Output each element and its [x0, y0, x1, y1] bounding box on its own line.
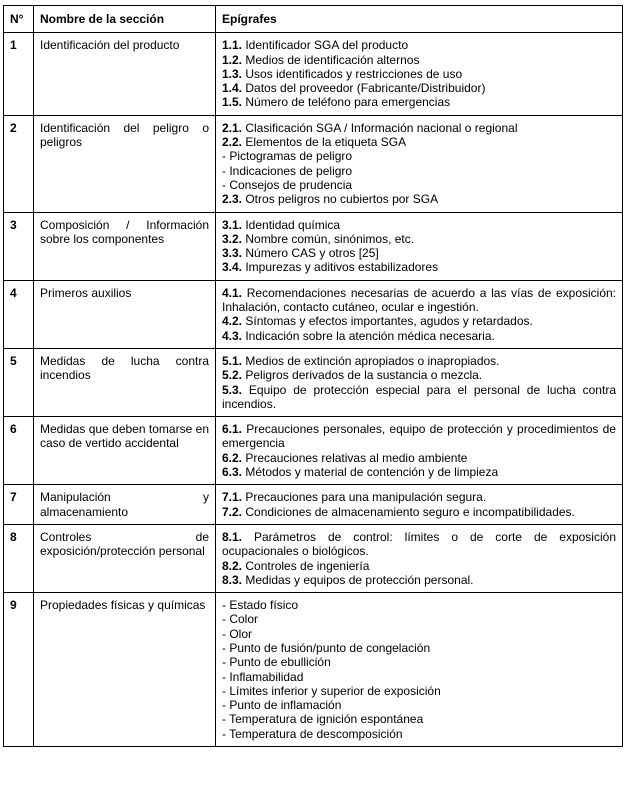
epigrafe-code: 7.2. [222, 504, 243, 519]
epigrafe-code: 1.3. [222, 66, 243, 81]
header-row [4, 6, 623, 33]
epigrafe-line [222, 698, 616, 712]
epigrafe-text: Identificador SGA del producto [242, 38, 409, 53]
section-number: 2 [4, 115, 34, 212]
section-number: 5 [4, 348, 34, 416]
section-number: 1 [4, 33, 34, 115]
epigrafe-code: 2.3. [222, 192, 243, 207]
table-row [4, 33, 623, 115]
header-number: N° [4, 6, 34, 33]
epigrafe-line [222, 135, 616, 149]
epigrafe-line [222, 38, 616, 52]
epigrafe-text: - Temperatura de ignición espontánea [222, 712, 424, 727]
epigrafe-text: Indicación sobre la atención médica necesaria. [242, 328, 495, 343]
epigrafe-line [222, 598, 616, 612]
epigrafe-text: Usos identificados y restricciones de uso [242, 66, 463, 81]
epigrafe-text: Parámetros de control: límites o de corte de exposición ocupacionales o biológicos. [222, 529, 616, 559]
epigrafe-text: Número de teléfono para emergencias [242, 95, 451, 110]
section-number: 4 [4, 280, 34, 348]
epigrafe-text: Recomendaciones necesarias de acuerdo a las vías de exposición: Inhalación, contacto cutáneo, ocular e ingestión. [222, 285, 616, 315]
epigrafe-line [222, 641, 616, 655]
epigrafe-line [222, 314, 616, 328]
epigrafe-line [222, 712, 616, 726]
epigrafe-text: Precauciones personales, equipo de protección y procedimientos de emergencia [222, 422, 616, 451]
epigrafe-line [222, 53, 616, 67]
epigrafe-text: - Consejos de prudencia [222, 177, 353, 192]
table-row [4, 212, 623, 280]
epigrafe-text: Identidad química [242, 217, 341, 232]
section-epigrafes [216, 485, 623, 525]
epigrafe-text: - Estado físico [222, 598, 299, 613]
table-row [4, 280, 623, 348]
section-number: 7 [4, 485, 34, 525]
epigrafe-line [222, 655, 616, 669]
epigrafe-line [222, 451, 616, 465]
epigrafe-line [222, 559, 616, 573]
epigrafe-line [222, 670, 616, 684]
epigrafe-text: - Punto de fusión/punto de congelación [222, 640, 431, 655]
header-section-name: Nombre de la sección [34, 6, 216, 33]
section-number: 9 [4, 593, 34, 747]
table-body [4, 33, 623, 747]
epigrafe-text: - Color [222, 612, 259, 627]
epigrafe-text: Número CAS y otros [25] [242, 246, 379, 261]
epigrafe-code: 6.3. [222, 465, 243, 480]
table-row [4, 485, 623, 525]
epigrafe-line [222, 727, 616, 741]
section-name: Propiedades físicas y químicas [34, 593, 216, 747]
epigrafe-text: Clasificación SGA / Información nacional o regional [242, 120, 518, 135]
epigrafe-text: - Pictogramas de peligro [222, 149, 353, 164]
epigrafe-code: 1.1. [222, 38, 243, 53]
section-epigrafes [216, 115, 623, 212]
section-name: Medidas de lucha contra incendios [34, 348, 216, 416]
epigrafe-text: Síntomas y efectos importantes, agudos y retardados. [242, 314, 533, 329]
epigrafe-line [222, 422, 616, 451]
epigrafe-text: Otros peligros no cubiertos por SGA [242, 192, 439, 207]
epigrafe-text: - Límites inferior y superior de exposición [222, 683, 441, 698]
epigrafe-code: 3.3. [222, 246, 243, 261]
epigrafe-code: 4.2. [222, 314, 243, 329]
epigrafe-text: Equipo de protección especial para el personal de lucha contra incendios. [222, 382, 616, 411]
epigrafe-line [222, 383, 616, 412]
epigrafe-line [222, 627, 616, 641]
section-name: Primeros auxilios [34, 280, 216, 348]
table-row [4, 593, 623, 747]
table-row [4, 524, 623, 592]
epigrafe-line [222, 192, 616, 206]
epigrafe-text: - Olor [222, 626, 252, 641]
epigrafe-code: 6.1. [222, 422, 243, 437]
epigrafe-line [222, 149, 616, 163]
epigrafe-line [222, 95, 616, 109]
section-name: Composición / Información sobre los componentes [34, 212, 216, 280]
epigrafe-text: Condiciones de almacenamiento seguro e incompatibilidades. [242, 504, 575, 519]
epigrafe-text: - Indicaciones de peligro [222, 163, 353, 178]
table-row [4, 115, 623, 212]
epigrafe-line [222, 505, 616, 519]
section-number: 3 [4, 212, 34, 280]
epigrafe-line [222, 573, 616, 587]
section-epigrafes [216, 593, 623, 747]
epigrafe-text: Precauciones para una manipulación segura. [242, 490, 487, 505]
epigrafe-code: 2.2. [222, 135, 243, 150]
epigrafe-line [222, 67, 616, 81]
epigrafe-line [222, 684, 616, 698]
epigrafe-line [222, 232, 616, 246]
section-name: Identificación del producto [34, 33, 216, 115]
epigrafe-line [222, 329, 616, 343]
epigrafe-code: 8.3. [222, 572, 243, 587]
epigrafe-code: 5.2. [222, 368, 243, 383]
epigrafe-line [222, 354, 616, 368]
epigrafe-line [222, 260, 616, 274]
epigrafe-line [222, 465, 616, 479]
epigrafe-text: - Punto de ebullición [222, 655, 331, 670]
epigrafe-line [222, 246, 616, 260]
epigrafe-line [222, 218, 616, 232]
epigrafe-text: - Punto de inflamación [222, 698, 342, 713]
table-row [4, 417, 623, 485]
section-epigrafes [216, 524, 623, 592]
epigrafe-code: 3.4. [222, 260, 243, 275]
section-epigrafes [216, 348, 623, 416]
epigrafe-line [222, 612, 616, 626]
epigrafe-line [222, 178, 616, 192]
epigrafe-code: 1.5. [222, 95, 243, 110]
sds-sections-table [3, 5, 623, 747]
section-epigrafes [216, 33, 623, 115]
epigrafe-code: 3.2. [222, 231, 243, 246]
epigrafe-code: 5.1. [222, 353, 243, 368]
epigrafe-code: 7.1. [222, 490, 243, 505]
section-name: Medidas que deben tomarse en caso de vertido accidental [34, 417, 216, 485]
section-name: Identificación del peligro o peligros [34, 115, 216, 212]
epigrafe-text: Medios de identificación alternos [242, 52, 420, 67]
section-name: Controles de exposición/protección personal [34, 524, 216, 592]
epigrafe-line [222, 368, 616, 382]
epigrafe-line [222, 121, 616, 135]
epigrafe-text: Medios de extinción apropiados o inapropiados. [242, 353, 500, 368]
section-name: Manipulación y almacenamiento [34, 485, 216, 525]
epigrafe-text: Controles de ingeniería [242, 558, 370, 573]
epigrafe-code: 3.1. [222, 217, 243, 232]
epigrafe-code: 4.3. [222, 328, 243, 343]
section-number: 8 [4, 524, 34, 592]
epigrafe-code: 4.1. [222, 285, 243, 300]
epigrafe-line [222, 286, 616, 315]
epigrafe-code: 6.2. [222, 450, 243, 465]
epigrafe-line [222, 164, 616, 178]
epigrafe-text: Métodos y material de contención y de limpieza [242, 465, 499, 480]
epigrafe-text: Datos del proveedor (Fabricante/Distribuidor) [242, 81, 486, 96]
epigrafe-code: 8.2. [222, 558, 243, 573]
epigrafe-line [222, 81, 616, 95]
table-row [4, 348, 623, 416]
epigrafe-text: Impurezas y aditivos estabilizadores [242, 260, 439, 275]
epigrafe-text: Nombre común, sinónimos, etc. [242, 231, 415, 246]
epigrafe-text: Peligros derivados de la sustancia o mezcla. [242, 368, 483, 383]
epigrafe-text: Precauciones relativas al medio ambiente [242, 450, 468, 465]
epigrafe-code: 5.3. [222, 382, 243, 397]
epigrafe-code: 1.4. [222, 81, 243, 96]
epigrafe-text: Elementos de la etiqueta SGA [242, 135, 407, 150]
section-epigrafes [216, 280, 623, 348]
epigrafe-code: 2.1. [222, 120, 243, 135]
epigrafe-text: - Inflamabilidad [222, 669, 304, 684]
epigrafe-line [222, 490, 616, 504]
section-epigrafes [216, 417, 623, 485]
header-epigrafes: Epígrafes [216, 6, 623, 33]
section-number: 6 [4, 417, 34, 485]
epigrafe-line [222, 530, 616, 559]
epigrafe-text: - Temperatura de descomposición [222, 726, 403, 741]
section-epigrafes [216, 212, 623, 280]
epigrafe-text: Medidas y equipos de protección personal. [242, 572, 474, 587]
epigrafe-code: 8.1. [222, 529, 243, 544]
epigrafe-code: 1.2. [222, 52, 243, 67]
